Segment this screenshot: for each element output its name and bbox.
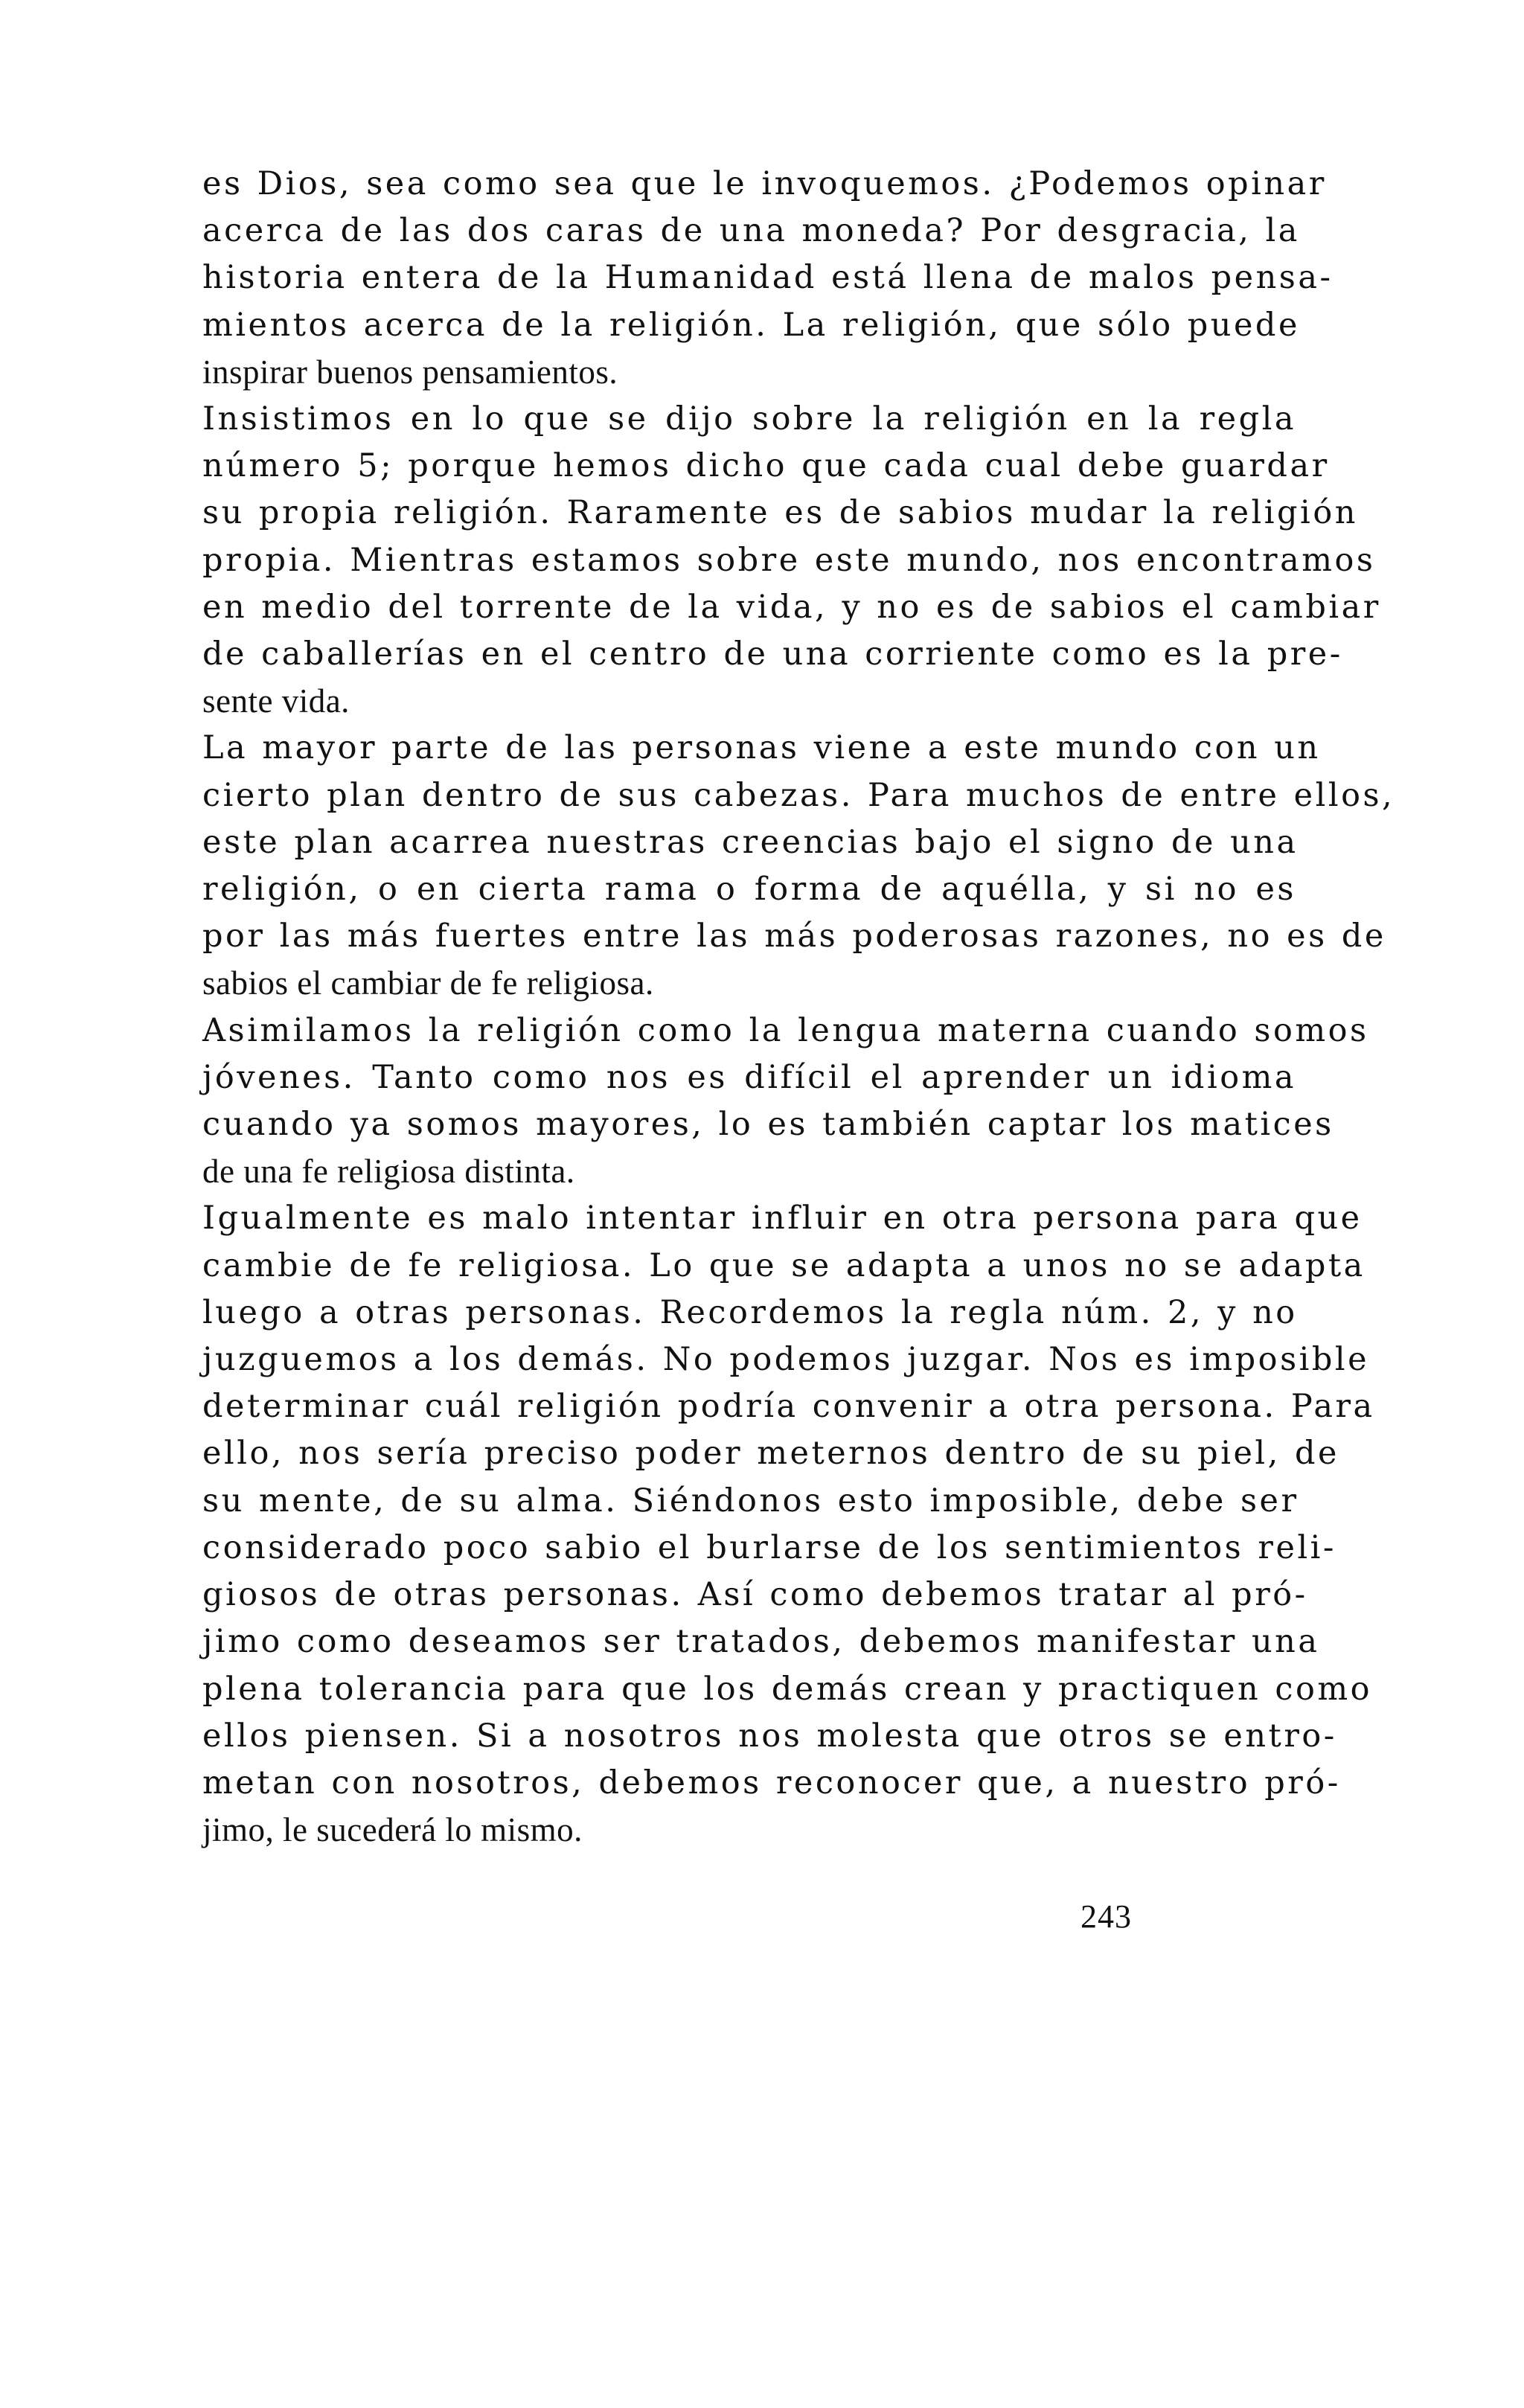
text-line: cuando ya somos mayores, lo es también captar los matices (202, 1106, 1334, 1144)
text-line: plena tolerancia para que los demás crean y practiquen como (202, 1670, 1373, 1708)
text-line: La mayor parte de las personas viene a este mundo con un (202, 729, 1321, 767)
text-line: religión, o en cierta rama o forma de aquélla, y si no es (202, 871, 1296, 909)
text-line: su mente, de su alma. Siéndonos esto imposible, debe ser (202, 1482, 1299, 1520)
text-line: Asimilamos la religión como la lengua materna cuando somos (202, 1011, 1369, 1049)
text-line: ello, nos sería preciso poder meternos dentro de su piel, de (202, 1435, 1339, 1473)
text-line: número 5; porque hemos dicho que cada cual debe guardar (202, 447, 1330, 485)
text-line: este plan acarrea nuestras creencias bajo el signo de una (202, 823, 1299, 861)
text-line: sabios el cambiar de fe religiosa. (202, 964, 654, 1002)
text-line: cambie de fe religiosa. Lo que se adapta a unos no se adapta (202, 1246, 1365, 1284)
text-line: giosos de otras personas. Así como debemos tratar al pró- (202, 1576, 1308, 1614)
paragraph-5 (202, 1195, 1375, 1854)
text-line: mientos acerca de la religión. La religión, que sólo puede (202, 306, 1300, 344)
text-line: historia entera de la Humanidad está llena de malos pensa- (202, 259, 1334, 297)
text-line: jimo, le sucederá lo mismo. (202, 1811, 583, 1849)
body-text (202, 161, 1395, 1854)
text-line: por las más fuertes entre las más poderosas razones, no es de (202, 918, 1386, 955)
paragraph-3 (202, 725, 1395, 1007)
paragraph-4 (202, 1008, 1369, 1196)
text-line: de una fe religiosa distinta. (202, 1153, 575, 1191)
text-line: metan con nosotros, debemos reconocer que, a nuestro pró- (202, 1764, 1341, 1802)
text-line: cierto plan dentro de sus cabezas. Para muchos de entre ellos, (202, 776, 1395, 814)
text-line: es Dios, sea como sea que le invoquemos. ¿Podemos opinar (202, 165, 1327, 202)
text-line: propia. Mientras estamos sobre este mundo, nos encontramos (202, 541, 1376, 579)
text-line: jóvenes. Tanto como nos es difícil el aprender un idioma (202, 1058, 1296, 1096)
paragraph-2 (202, 396, 1381, 725)
text-line: Insistimos en lo que se dijo sobre la religión en la regla (202, 400, 1296, 438)
text-line: determinar cuál religión podría convenir a otra persona. Para (202, 1388, 1375, 1426)
text-line: en medio del torrente de la vida, y no es de sabios el cambiar (202, 588, 1381, 626)
text-line: Igualmente es malo intentar influir en otra persona para que (202, 1200, 1363, 1237)
text-line: ellos piensen. Si a nosotros nos molesta que otros se entro- (202, 1717, 1337, 1755)
text-line: de caballerías en el centro de una corriente como es la pre- (202, 635, 1343, 673)
text-line: considerado poco sabio el burlarse de los sentimientos reli- (202, 1528, 1336, 1566)
text-line: acerca de las dos caras de una moneda? Por desgracia, la (202, 212, 1300, 250)
page-number: 243 (1080, 1898, 1132, 1935)
text-line: luego a otras personas. Recordemos la regla núm. 2, y no (202, 1293, 1298, 1331)
text-line: su propia religión. Raramente es de sabios mudar la religión (202, 494, 1358, 532)
text-line: juzguemos a los demás. No podemos juzgar. Nos es imposible (202, 1341, 1370, 1379)
text-line: sente vida. (202, 682, 350, 720)
paragraph-1 (202, 161, 1334, 396)
text-line: jimo como deseamos ser tratados, debemos manifestar una (202, 1623, 1320, 1661)
text-line: inspirar buenos pensamientos. (202, 353, 618, 391)
